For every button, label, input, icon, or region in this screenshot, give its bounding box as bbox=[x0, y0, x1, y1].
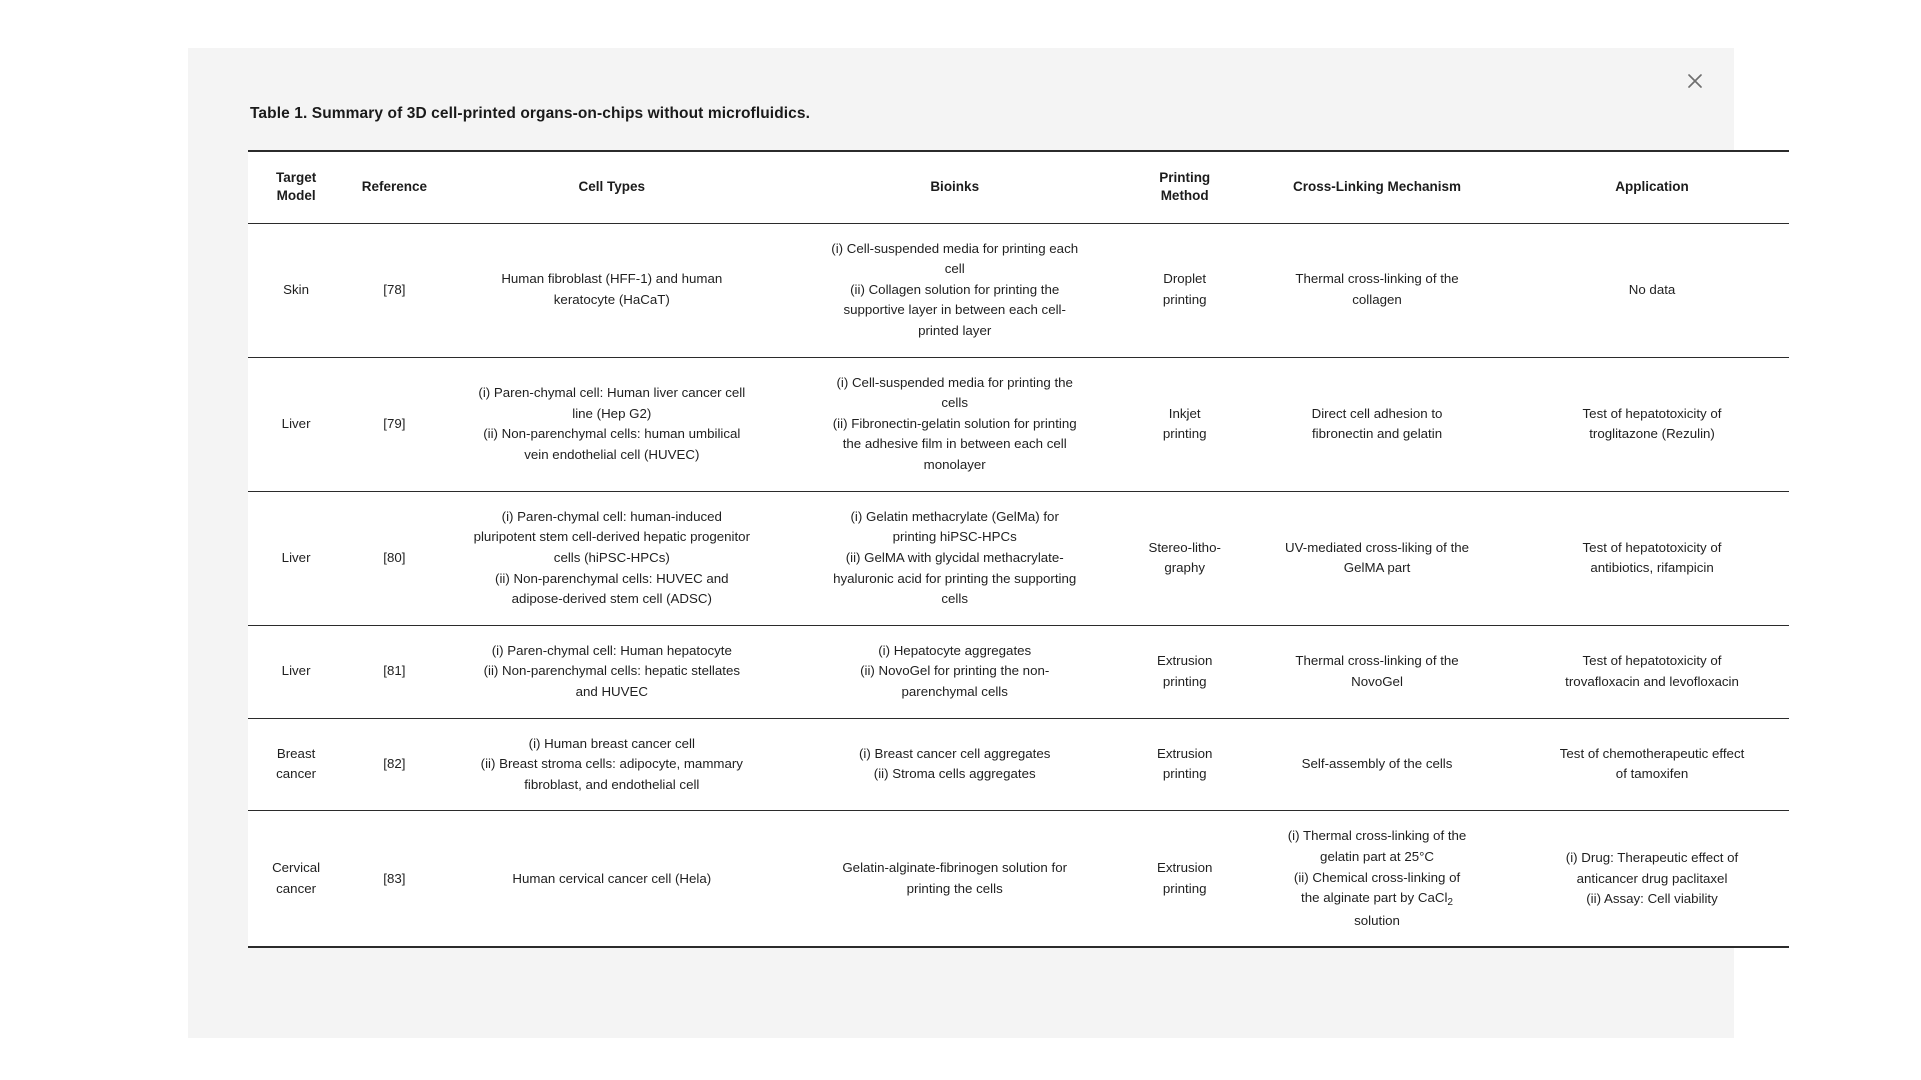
header-row bbox=[248, 151, 1789, 223]
cell-line: cells bbox=[941, 591, 968, 607]
cell-line: (i) Hepatocyte aggregates bbox=[878, 642, 1032, 658]
cell-line: the alginate part by CaCl$_2$ bbox=[1301, 890, 1454, 909]
column-header-reference: Reference bbox=[344, 151, 444, 223]
cell-line: Extrusion bbox=[1156, 653, 1213, 669]
cell-target-model bbox=[248, 491, 344, 625]
summary-table bbox=[248, 150, 1789, 948]
cell-application bbox=[1515, 718, 1789, 811]
cell-line: [79] bbox=[383, 415, 406, 431]
cell-line: trovafloxacin and levofloxacin bbox=[1565, 673, 1739, 689]
column-header-bioinks: Bioinks bbox=[779, 151, 1130, 223]
cell-reference bbox=[344, 491, 444, 625]
cell-line: Gelatin-alginate-fibrinogen solution for bbox=[842, 860, 1068, 876]
header-target-line2: Model bbox=[276, 188, 316, 204]
cell-cell-types bbox=[445, 223, 780, 357]
close-icon[interactable] bbox=[1678, 64, 1712, 98]
cell-line: UV-mediated cross-liking of the bbox=[1285, 539, 1470, 555]
cell-line: printing bbox=[1162, 880, 1207, 896]
cell-bioinks bbox=[779, 625, 1130, 718]
cell-line: parenchymal cells bbox=[901, 683, 1008, 699]
cell-line: Thermal cross-linking of the bbox=[1295, 271, 1459, 287]
cell-line: Liver bbox=[281, 663, 311, 679]
cell-line: Self-assembly of the cells bbox=[1301, 756, 1453, 772]
column-header-cross-linking: Cross-Linking Mechanism bbox=[1239, 151, 1515, 223]
header-target-line1: Target bbox=[275, 170, 317, 186]
cell-bioinks bbox=[779, 491, 1130, 625]
cell-line: No data bbox=[1628, 281, 1676, 297]
cell-line: [78] bbox=[383, 281, 406, 297]
cell-line: Test of chemotherapeutic effect bbox=[1559, 745, 1745, 761]
cell-bioinks bbox=[779, 718, 1130, 811]
cell-application bbox=[1515, 811, 1789, 947]
cell-cell-types bbox=[445, 625, 780, 718]
table-header bbox=[248, 151, 1789, 223]
cell-line: gelatin part at 25°C bbox=[1320, 848, 1435, 864]
cell-line: Droplet bbox=[1163, 271, 1207, 287]
cell-reference bbox=[344, 357, 444, 491]
cell-cross-linking bbox=[1239, 625, 1515, 718]
cell-target-model bbox=[248, 357, 344, 491]
cell-line: cells (hiPSC-HPCs) bbox=[553, 549, 670, 565]
cell-line: (ii) Non-parenchymal cells: human umbilical bbox=[483, 426, 741, 442]
cell-reference bbox=[344, 223, 444, 357]
table-row bbox=[248, 718, 1789, 811]
cell-line: (ii) Collagen solution for printing the bbox=[850, 281, 1060, 297]
cell-bioinks bbox=[779, 357, 1130, 491]
cell-application bbox=[1515, 625, 1789, 718]
table-body bbox=[248, 223, 1789, 947]
column-header-printing-method bbox=[1130, 151, 1239, 223]
cell-bioinks bbox=[779, 223, 1130, 357]
cell-cell-types bbox=[445, 491, 780, 625]
cell-line: graphy bbox=[1164, 560, 1206, 576]
cell-line: (ii) GelMA with glycidal methacrylate- bbox=[845, 549, 1064, 565]
cell-cross-linking bbox=[1239, 357, 1515, 491]
cell-cell-types bbox=[445, 718, 780, 811]
cell-line: (ii) Stroma cells aggregates bbox=[873, 766, 1036, 782]
table-overlay-panel bbox=[188, 48, 1745, 1038]
cell-line: (i) Breast cancer cell aggregates bbox=[858, 745, 1051, 761]
cell-line: printing the cells bbox=[906, 880, 1003, 896]
cell-cell-types bbox=[445, 357, 780, 491]
cell-line: (ii) Non-parenchymal cells: hepatic stellates bbox=[483, 663, 741, 679]
cell-line: cell bbox=[944, 261, 965, 277]
cell-reference bbox=[344, 625, 444, 718]
cell-line: (i) Human breast cancer cell bbox=[528, 735, 695, 751]
cell-printing-method bbox=[1130, 811, 1239, 947]
cell-line: keratocyte (HaCaT) bbox=[553, 292, 670, 308]
cell-cross-linking bbox=[1239, 718, 1515, 811]
column-header-application: Application bbox=[1515, 151, 1789, 223]
cell-line: (i) Paren-chymal cell: Human liver cancer cell bbox=[478, 384, 746, 400]
cell-line: GelMA part bbox=[1343, 560, 1411, 576]
cell-line: printing bbox=[1162, 292, 1207, 308]
cell-line: [81] bbox=[383, 663, 406, 679]
column-header-target-model bbox=[248, 151, 344, 223]
cell-application bbox=[1515, 357, 1789, 491]
cell-line: the adhesive film in between each cell bbox=[842, 436, 1067, 452]
cell-line: Human cervical cancer cell (Hela) bbox=[512, 870, 712, 886]
cell-line: Test of hepatotoxicity of bbox=[1582, 653, 1722, 669]
cell-line: (ii) Chemical cross-linking of bbox=[1293, 869, 1461, 885]
header-method-line1: Printing bbox=[1159, 170, 1211, 186]
cell-line: Extrusion bbox=[1156, 860, 1213, 876]
cell-line: (ii) Non-parenchymal cells: HUVEC and bbox=[495, 570, 729, 586]
cell-line: supportive layer in between each cell- bbox=[843, 302, 1066, 318]
cell-line: Extrusion bbox=[1156, 745, 1213, 761]
cell-line: Skin bbox=[283, 281, 310, 297]
cell-application bbox=[1515, 491, 1789, 625]
cell-reference bbox=[344, 811, 444, 947]
cell-line: Cervical bbox=[272, 860, 321, 876]
cell-line: Thermal cross-linking of the bbox=[1295, 653, 1459, 669]
cell-line: vein endothelial cell (HUVEC) bbox=[524, 446, 700, 462]
cell-line: NovoGel bbox=[1351, 673, 1403, 689]
cell-line: Liver bbox=[281, 549, 311, 565]
cell-line: Direct cell adhesion to bbox=[1311, 405, 1443, 421]
cell-printing-method bbox=[1130, 357, 1239, 491]
cell-reference bbox=[344, 718, 444, 811]
cell-target-model bbox=[248, 223, 344, 357]
column-header-cell-types: Cell Types bbox=[445, 151, 780, 223]
table-row bbox=[248, 491, 1789, 625]
cell-line: and HUVEC bbox=[575, 683, 649, 699]
cell-line: fibronectin and gelatin bbox=[1311, 426, 1443, 442]
cell-line: monolayer bbox=[923, 457, 986, 473]
cell-printing-method bbox=[1130, 718, 1239, 811]
cell-line: printing bbox=[1162, 766, 1207, 782]
table-wrapper bbox=[248, 150, 1745, 948]
cell-line: cancer bbox=[276, 766, 317, 782]
cell-line: printed layer bbox=[918, 323, 992, 339]
cell-line: (i) Cell-suspended media for printing the bbox=[836, 374, 1073, 390]
cell-cross-linking bbox=[1239, 491, 1515, 625]
cell-line: (i) Thermal cross-linking of the bbox=[1287, 828, 1467, 844]
cell-line: printing hiPSC-HPCs bbox=[892, 529, 1017, 545]
cell-line: (i) Paren-chymal cell: Human hepatocyte bbox=[491, 642, 732, 658]
header-method-line2: Method bbox=[1160, 188, 1209, 204]
cell-line: line (Hep G2) bbox=[572, 405, 652, 421]
cell-line: (ii) Fibronectin-gelatin solution for printing bbox=[832, 415, 1077, 431]
cell-line: antibiotics, rifampicin bbox=[1590, 560, 1714, 576]
cell-line: troglitazone (Rezulin) bbox=[1589, 426, 1715, 442]
cell-printing-method bbox=[1130, 625, 1239, 718]
cell-line: anticancer drug paclitaxel bbox=[1576, 870, 1728, 886]
cell-line: Test of hepatotoxicity of bbox=[1582, 405, 1722, 421]
cell-line: Test of hepatotoxicity of bbox=[1582, 539, 1722, 555]
cell-line: (ii) Assay: Cell viability bbox=[1586, 891, 1718, 907]
cell-line: Stereo-litho- bbox=[1148, 539, 1221, 555]
cell-line: adipose-derived stem cell (ADSC) bbox=[511, 591, 712, 607]
cell-printing-method bbox=[1130, 223, 1239, 357]
cell-printing-method bbox=[1130, 491, 1239, 625]
table-row bbox=[248, 357, 1789, 491]
cell-line: [83] bbox=[383, 870, 406, 886]
cell-application bbox=[1515, 223, 1789, 357]
cell-cross-linking bbox=[1239, 811, 1515, 947]
cell-line: (i) Drug: Therapeutic effect of bbox=[1565, 849, 1739, 865]
cell-line: printing bbox=[1162, 673, 1207, 689]
table-row bbox=[248, 625, 1789, 718]
cell-line: (ii) NovoGel for printing the non- bbox=[860, 663, 1050, 679]
table-content bbox=[248, 104, 1745, 948]
cell-cell-types bbox=[445, 811, 780, 947]
cell-line: [82] bbox=[383, 756, 406, 772]
cell-line: collagen bbox=[1352, 292, 1402, 308]
cell-line: pluripotent stem cell-derived hepatic progenitor bbox=[473, 529, 751, 545]
cell-line: hyaluronic acid for printing the supporting bbox=[833, 570, 1077, 586]
cell-target-model bbox=[248, 718, 344, 811]
cell-target-model bbox=[248, 811, 344, 947]
cell-line: Inkjet bbox=[1168, 405, 1201, 421]
cell-target-model bbox=[248, 625, 344, 718]
cell-line: (ii) Breast stroma cells: adipocyte, mammary bbox=[480, 756, 743, 772]
cell-cross-linking bbox=[1239, 223, 1515, 357]
cell-line: Breast bbox=[276, 745, 316, 761]
cell-line: Liver bbox=[281, 415, 311, 431]
cell-line: cells bbox=[941, 395, 968, 411]
cell-bioinks bbox=[779, 811, 1130, 947]
cell-line: (i) Gelatin methacrylate (GelMa) for bbox=[850, 508, 1059, 524]
cell-line: Human fibroblast (HFF-1) and human bbox=[501, 271, 723, 287]
table-row bbox=[248, 811, 1789, 947]
cell-line: printing bbox=[1162, 426, 1207, 442]
table-caption: Table 1. Summary of 3D cell-printed organs-on-chips without microfluidics. bbox=[250, 105, 811, 122]
cell-line: (i) Paren-chymal cell: human-induced bbox=[501, 508, 722, 524]
cell-line: solution bbox=[1354, 912, 1400, 928]
cell-line: of tamoxifen bbox=[1615, 766, 1689, 782]
cell-line: fibroblast, and endothelial cell bbox=[524, 776, 700, 792]
cell-line: [80] bbox=[383, 549, 406, 565]
cell-line: cancer bbox=[276, 880, 317, 896]
table-row bbox=[248, 223, 1789, 357]
cell-line: (i) Cell-suspended media for printing each bbox=[831, 240, 1079, 256]
